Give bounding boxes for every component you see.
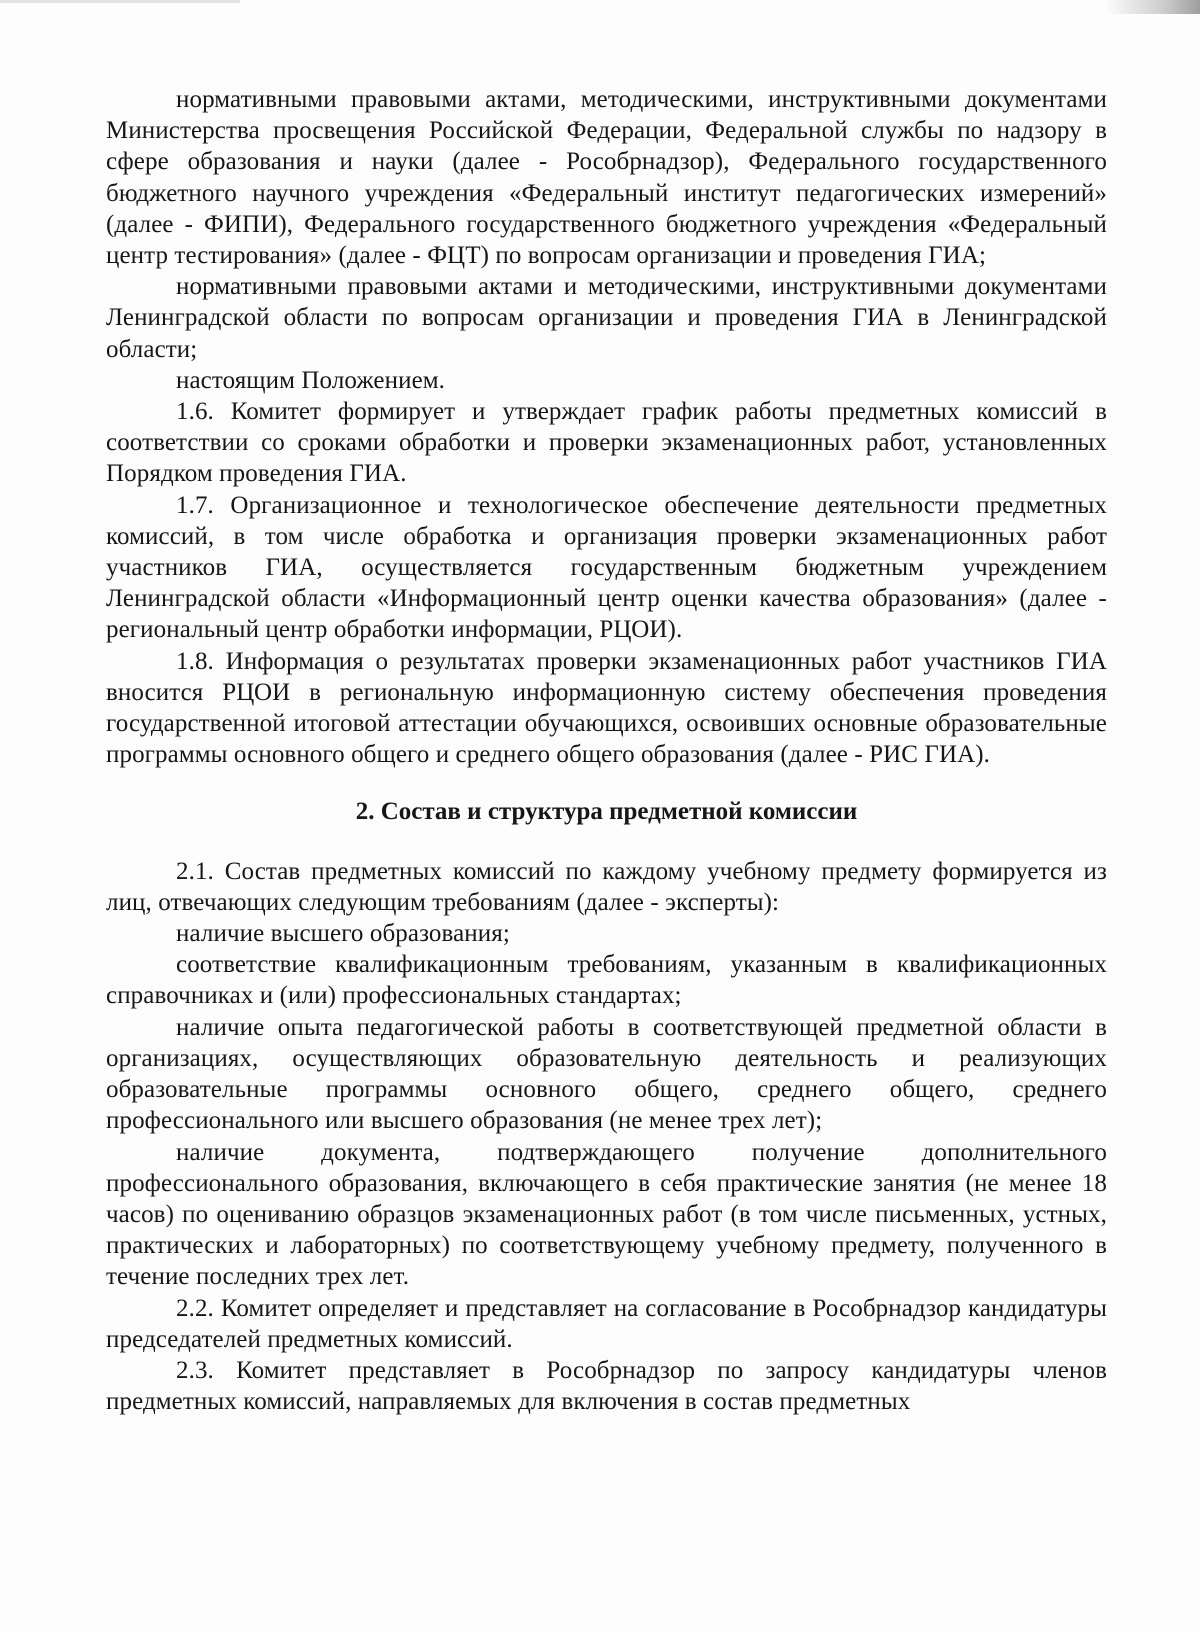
document-body [106, 84, 1107, 1417]
paragraph-1-6: 1.6. Комитет формирует и утверждает график работы предметных комиссий в соответствии со сроками обработки и проверки экзаменационных работ, установленных Порядком проведения ГИА. [106, 398, 1107, 488]
paragraph-2-1: 2.1. Состав предметных комиссий по каждому учебному предмету формируется из лиц, отвечающих следующим требованиям (далее - эксперты): [106, 857, 1107, 916]
requirement-higher-education: наличие высшего образования; [176, 920, 510, 948]
paragraph-normative-federal: нормативными правовыми актами, методическими, инструктивными документами Министерства просвещения Российской Федерации, Федеральной службы по надзору в сфере образования и науки (далее - Рособрнадзор), Федерального государственного бюджетного научного учреждения «Федеральный институт педагогических измерений» (далее - ФИПИ), Федерального государственного бюджетного учреждения «Федеральный центр тестирования» (далее - ФЦТ) по вопросам организации и проведения ГИА; [106, 86, 1107, 270]
paragraph-1-8: 1.8. Информация о результатах проверки экзаменационных работ участников ГИА вносится РЦОИ в региональную информационную систему обеспечения проведения государственной итоговой аттестации обучающихся, освоивших основные образовательные программы основного общего и среднего общего образования (далее - РИС ГИА). [106, 647, 1107, 769]
section-heading: 2. Состав и структура предметной комиссии [355, 798, 858, 826]
paragraph-1-7: 1.7. Организационное и технологическое обеспечение деятельности предметных комиссий, в том числе обработка и организация проверки экзаменационных работ участников ГИА, осуществляется государственным бюджетным учреждением Ленинградской области «Информационный центр оценки качества образования» (далее - региональный центр обработки информации, РЦОИ). [106, 491, 1107, 644]
paragraph-2-2: 2.2. Комитет определяет и представляет на согласование в Рособрнадзор кандидатуры председателей предметных комиссий. [106, 1294, 1107, 1353]
spacer [106, 770, 1107, 796]
requirement-qualification: соответствие квалификационным требованиям, указанным в квалификационных справочниках и (или) профессиональных стандартах; [106, 951, 1107, 1010]
paragraph-2-3: 2.3. Комитет представляет в Рособрнадзор по запросу кандидатуры членов предметных комиссий, направляемых для включения в состав предметных [106, 1356, 1107, 1416]
scan-artifact-top-left [0, 0, 240, 3]
requirement-experience: наличие опыта педагогической работы в соответствующей предметной области в организациях, осуществляющих образовательную деятельность и реализующих образовательные программы основного общего, среднего общего, среднего профессионального или высшего образования (не менее трех лет); [106, 1013, 1107, 1135]
spacer [106, 828, 1107, 856]
scan-artifact-top-right [1105, 0, 1200, 14]
paragraph-this-regulation: настоящим Положением. [176, 366, 446, 394]
paragraph-normative-regional: нормативными правовыми актами и методическими, инструктивными документами Ленинградской области по вопросам организации и проведения ГИА в Ленинградской области; [106, 273, 1107, 363]
requirement-additional-education: наличие документа, подтверждающего получение дополнительного профессионального образования, включающего в себя практические занятия (не менее 18 часов) по оцениванию образцов экзаменационных работ (в том числе письменных, устных, практических и лабораторных) по соответствующему учебному предмету, полученного в течение последних трех лет. [106, 1138, 1107, 1291]
